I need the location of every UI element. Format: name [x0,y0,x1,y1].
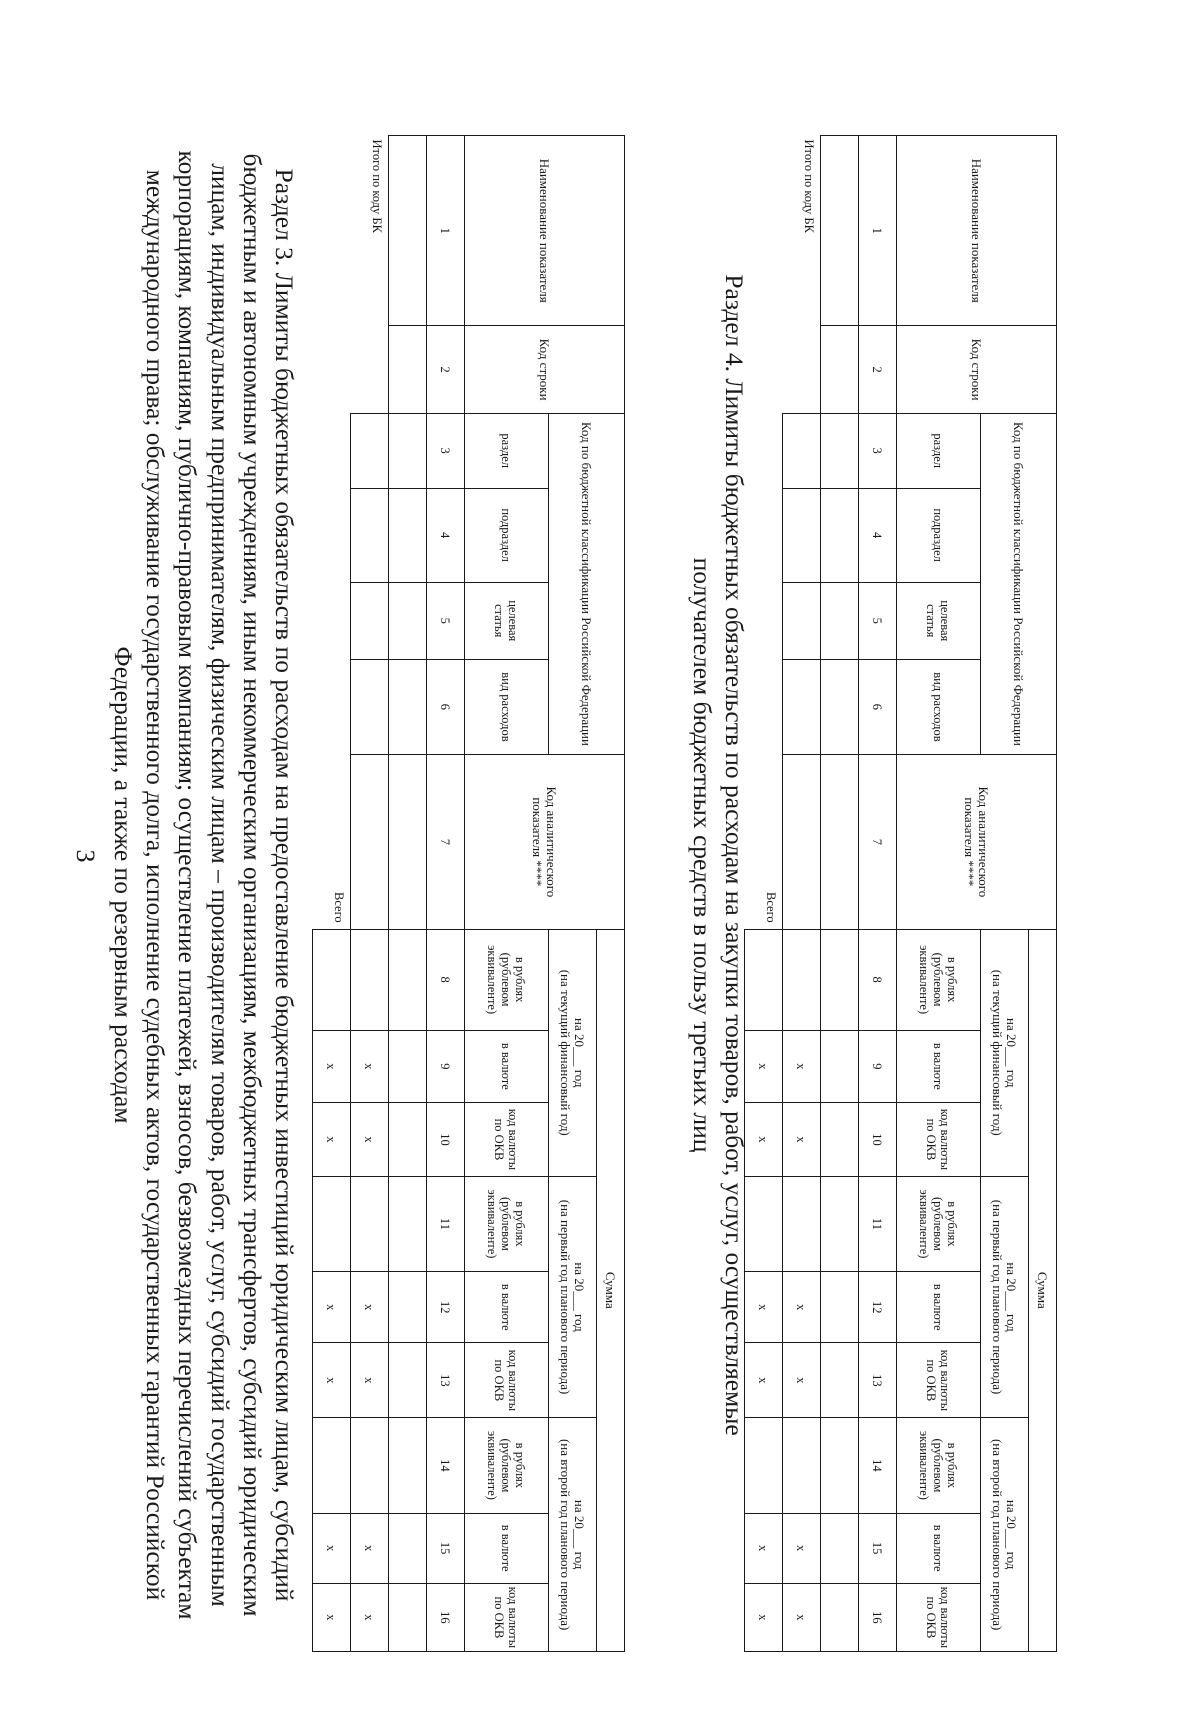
column-number: 9 [427,1030,465,1103]
sub-col-header: в рублях (рублевом эквиваленте) [465,1176,549,1271]
x-mark: x [351,1343,389,1418]
column-number: 12 [859,1272,897,1343]
column-number: 2 [859,326,897,413]
column-number: 14 [859,1418,897,1513]
x-mark: x [745,1513,783,1583]
sub-col-header: в рублях (рублевом эквиваленте) [465,1418,549,1513]
x-mark: x [313,1272,351,1343]
bk-col-header: подраздел [897,488,981,582]
column-number: 14 [427,1418,465,1513]
bk-col-header: вид расходов [465,659,549,754]
column-number: 3 [859,413,897,488]
sub-col-header: в рублях (рублевом эквиваленте) [897,1176,981,1271]
total-bk-row [783,136,821,1652]
x-mark: x [351,1030,389,1103]
x-mark: x [313,1583,351,1651]
column-number: 16 [859,1583,897,1651]
column-number: 15 [859,1513,897,1583]
column-number: 3 [427,413,465,488]
line-code-header: Код строки [897,326,1057,413]
sub-col-header: код валюты по ОКВ [465,1583,549,1651]
total-bk-label: Итого по коду БК [370,139,384,233]
column-number: 5 [859,582,897,659]
column-number: 2 [427,326,465,413]
sub-col-header: в рублях (рублевом эквиваленте) [465,929,549,1030]
column-number: 5 [427,582,465,659]
column-number: 16 [427,1583,465,1651]
bk-col-header: вид расходов [897,659,981,754]
sub-col-header: в валюте [465,1030,549,1103]
column-number-row [427,136,465,1652]
x-mark: x [783,1583,821,1651]
x-mark: x [351,1583,389,1651]
column-number: 8 [859,929,897,1030]
column-number: 8 [427,929,465,1030]
x-mark: x [351,1272,389,1343]
sub-col-header: в валюте [465,1272,549,1343]
column-number: 1 [859,136,897,326]
bk-header: Код по бюджетной классификации Российской Федерации [981,413,1057,754]
x-mark: x [745,1583,783,1651]
total-bk-row [351,136,389,1652]
column-number: 4 [427,488,465,582]
x-mark: x [313,1103,351,1177]
column-number: 12 [427,1272,465,1343]
x-mark: x [351,1103,389,1177]
total-label: Всего [764,892,778,923]
sub-col-header: код валюты по ОКВ [465,1343,549,1418]
x-mark: x [745,1272,783,1343]
column-number: 13 [859,1343,897,1418]
section-3-table [312,135,625,1652]
column-number: 7 [859,755,897,930]
name-header: Наименование показателя [465,136,625,326]
column-number: 10 [427,1103,465,1177]
table-row [821,136,859,1652]
column-number: 13 [427,1343,465,1418]
sub-col-header: код валюты по ОКВ [897,1583,981,1651]
analytic-header: Код аналитического показателя **** [465,755,625,930]
bk-col-header: целевая статья [465,582,549,659]
x-mark: x [783,1343,821,1418]
period-header-first-plan: на 20___ год (на первый год планового периода) [981,1176,1029,1417]
x-mark: x [745,1343,783,1418]
column-number: 6 [859,659,897,754]
section-4-title: Раздел 4. Лимиты бюджетных обязательств по расходам на закупки товаров, работ, услуг, осуществляемые получателем бюджетных средств в пользу третьих лиц [687,274,749,1436]
sub-col-header: в рублях (рублевом эквиваленте) [897,929,981,1030]
period-header-second-plan: на 20___ год (на второй год планового периода) [549,1418,597,1652]
bk-header: Код по бюджетной классификации Российской Федерации [549,413,625,754]
sub-col-header: код валюты по ОКВ [465,1103,549,1177]
sub-col-header: в валюте [897,1030,981,1103]
sub-col-header: код валюты по ОКВ [897,1103,981,1177]
period-header-second-plan: на 20___ год (на второй год планового периода) [981,1418,1029,1652]
x-mark: x [313,1343,351,1418]
total-row [313,136,351,1652]
sum-header: Сумма [1029,929,1057,1651]
x-mark: x [783,1103,821,1177]
column-number: 11 [859,1176,897,1271]
column-number: 11 [427,1176,465,1271]
sub-col-header: в валюте [897,1513,981,1583]
total-label: Всего [332,892,346,923]
x-mark: x [313,1030,351,1103]
sub-col-header: в валюте [465,1513,549,1583]
x-mark: x [745,1103,783,1177]
x-mark: x [745,1030,783,1103]
column-number: 15 [427,1513,465,1583]
bk-col-header: подраздел [465,488,549,582]
bk-col-header: целевая статья [897,582,981,659]
period-header-current: на 20___ год (на текущий финансовый год) [981,929,1029,1176]
sub-col-header: в валюте [897,1272,981,1343]
column-number: 4 [859,488,897,582]
bk-col-header: раздел [465,413,549,488]
line-code-header: Код строки [465,326,625,413]
column-number: 7 [427,755,465,930]
sub-col-header: в рублях (рублевом эквиваленте) [897,1418,981,1513]
x-mark: x [313,1513,351,1583]
x-mark: x [351,1513,389,1583]
x-mark: x [783,1272,821,1343]
total-bk-label: Итого по коду БК [802,139,816,233]
x-mark: x [783,1513,821,1583]
column-number: 9 [859,1030,897,1103]
column-number-row [859,136,897,1652]
bk-col-header: раздел [897,413,981,488]
column-number: 6 [427,659,465,754]
x-mark: x [783,1030,821,1103]
sub-col-header: код валюты по ОКВ [897,1343,981,1418]
sum-header: Сумма [597,929,625,1651]
page-number: 3 [71,849,100,863]
analytic-header: Код аналитического показателя **** [897,755,1057,930]
section-3-title: Раздел 3. Лимиты бюджетных обязательств по расходам на предоставление бюджетных инвестиций юридическим лицам, субсидий бюджетным и автономным учреждениям, иным некоммерческим организациям, межбюджетных трансфертов, субсидий юридическим лицам, индивидуальным предпринимателям, физическим лицам – производителям товаров, работ, услуг, субсидий государственным корпорациям, компаниям, публично-правовым компаниям; осуществление платежей, взносов, безвозмездных перечислений субъектам международного права; обслуживание государственного долга, исполнение судебных актов, государственных гарантий Российской Федерации, а также по резервным расходам [108,150,299,1620]
section-4-table [744,135,1057,1652]
name-header: Наименование показателя [897,136,1057,326]
column-number: 1 [427,136,465,326]
total-row [745,136,783,1652]
period-header-current: на 20___ год (на текущий финансовый год) [549,929,597,1176]
table-row [389,136,427,1652]
column-number: 10 [859,1103,897,1177]
period-header-first-plan: на 20___ год (на первый год планового периода) [549,1176,597,1417]
